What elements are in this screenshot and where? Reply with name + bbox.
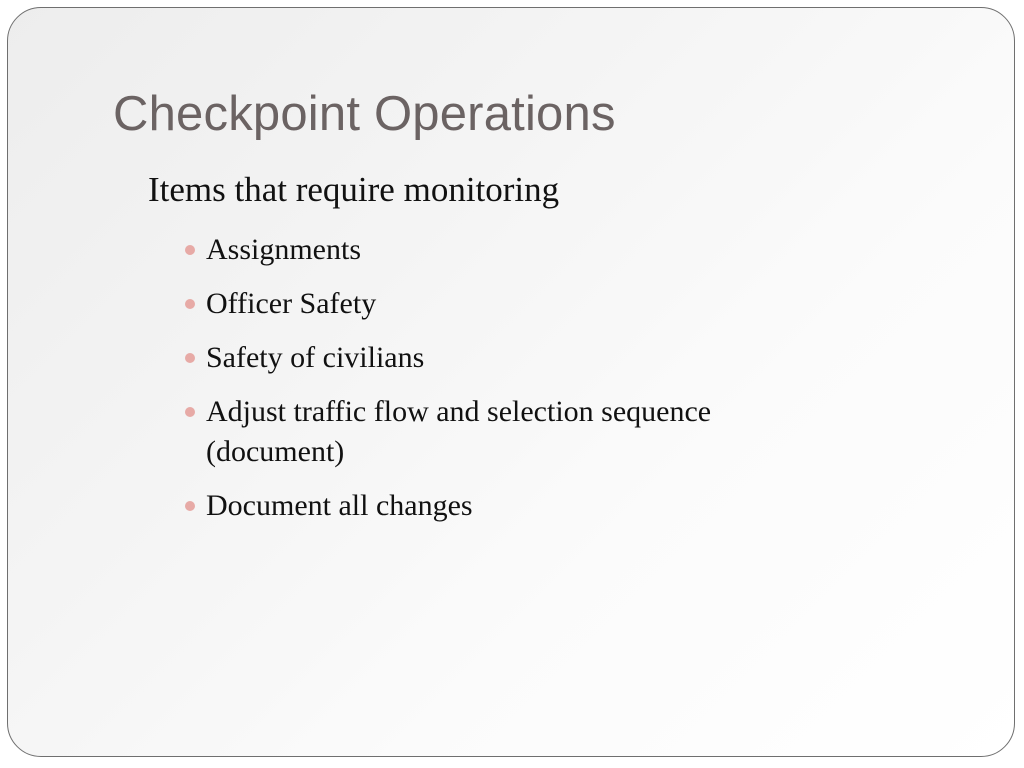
bullet-list	[182, 230, 822, 540]
lead-text: Items that require monitoring	[148, 170, 560, 209]
bullet-item	[182, 392, 822, 472]
bullet-item	[182, 486, 822, 526]
bullet-item	[182, 284, 822, 324]
bullet-label: Document all changes	[206, 489, 473, 522]
bullet-label: Safety of civilians	[206, 341, 425, 374]
bullet-dot-icon	[185, 407, 195, 417]
bullet-item	[182, 338, 822, 378]
bullet-label: Officer Safety	[206, 287, 377, 320]
bullet-item	[182, 230, 822, 270]
bullet-dot-icon	[185, 299, 195, 309]
bullet-dot-icon	[185, 501, 195, 511]
bullet-dot-icon	[185, 245, 195, 255]
bullet-dot-icon	[185, 353, 195, 363]
bullet-label: Assignments	[206, 233, 362, 266]
bullet-label: Adjust traffic flow and selection sequence (document)	[206, 395, 712, 468]
slide-title: Checkpoint Operations	[113, 87, 616, 141]
